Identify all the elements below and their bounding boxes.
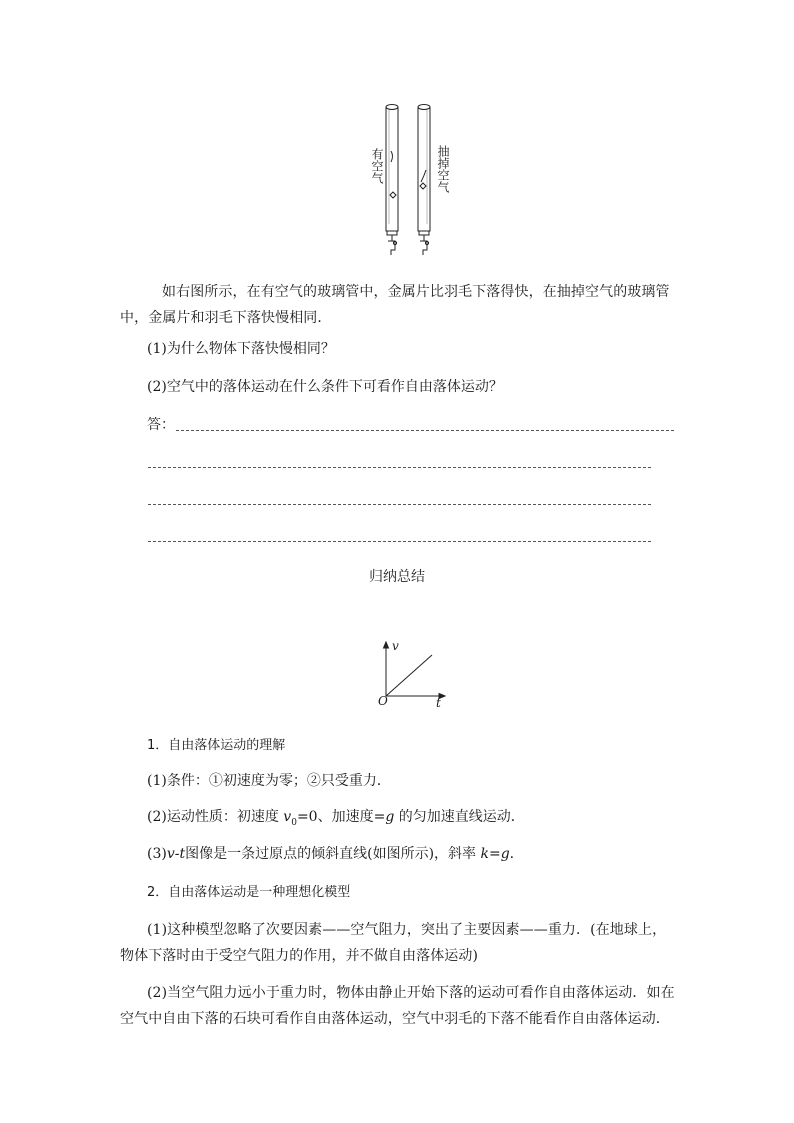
slope-g: g — [500, 846, 510, 862]
answer-line-4[interactable] — [148, 541, 651, 542]
graph-origin-label: O — [378, 694, 388, 708]
nature-text-c: 的匀加速直线运动． — [394, 809, 525, 825]
slope-eq: = — [488, 846, 501, 862]
section-1-graph: (3)v-t图像是一条过原点的倾斜直线(如图所示)，斜率 k=g. — [147, 846, 515, 862]
slope-end: . — [509, 846, 515, 862]
graph-text-a: 图像是一条过原点的倾斜直线(如图所示)，斜率 — [185, 846, 481, 862]
answer-line-2[interactable] — [148, 467, 651, 468]
question-1: (1)为什么物体下落快慢相同？ — [147, 341, 335, 357]
tube-label-with-air: 有空气 — [370, 148, 384, 184]
section-1-title: 1．自由落体运动的理解 — [147, 738, 286, 753]
nature-v: v — [283, 809, 292, 825]
section-2-para-1: (1)这种模型忽略了次要因素——空气阻力，突出了主要因素——重力．(在地球上，物体下落时由于受空气阻力的作用，并不做自由落体运动) — [120, 922, 667, 964]
answer-line-3[interactable] — [148, 504, 651, 505]
nature-g: g — [385, 809, 395, 825]
slope-k: k — [480, 846, 489, 862]
graph-t-label: t — [436, 696, 441, 710]
tube-label-without-air: 抽掉空气 — [436, 145, 450, 193]
summary-title: 归纳总结 — [369, 569, 425, 585]
nature-text-b: =0、加速度= — [296, 809, 386, 825]
right-tube — [418, 105, 430, 256]
nature-text-a: (2)运动性质：初速度 — [147, 809, 284, 825]
answer-line-1[interactable] — [176, 430, 674, 431]
left-tube — [386, 105, 398, 256]
question-2: (2)空气中的落体运动在什么条件下可看作自由落体运动？ — [147, 379, 503, 395]
nature-v-sub: 0 — [291, 817, 297, 828]
vt-text: v-t — [166, 846, 186, 862]
section-2-title: 2．自由落体运动是一种理想化模型 — [147, 885, 351, 900]
vt-line — [386, 655, 432, 696]
intro-paragraph: 如右图所示，在有空气的玻璃管中，金属片比羽毛下落得快，在抽掉空气的玻璃管中，金属片和羽毛下落快慢相同． — [120, 284, 670, 326]
section-1-condition: (1)条件：①初速度为零；②只受重力． — [147, 773, 391, 789]
section-1-nature — [147, 808, 525, 832]
section-2-para-2: (2)当空气阻力远小于重力时，物体由静止开始下落的运动可看作自由落体运动．如在空气中自由下落的石块可看作自由落体运动，空气中羽毛的下落不能看作自由落体运动． — [120, 985, 675, 1027]
answer-label: 答： — [147, 417, 175, 433]
graph-v-label: v — [392, 639, 399, 653]
